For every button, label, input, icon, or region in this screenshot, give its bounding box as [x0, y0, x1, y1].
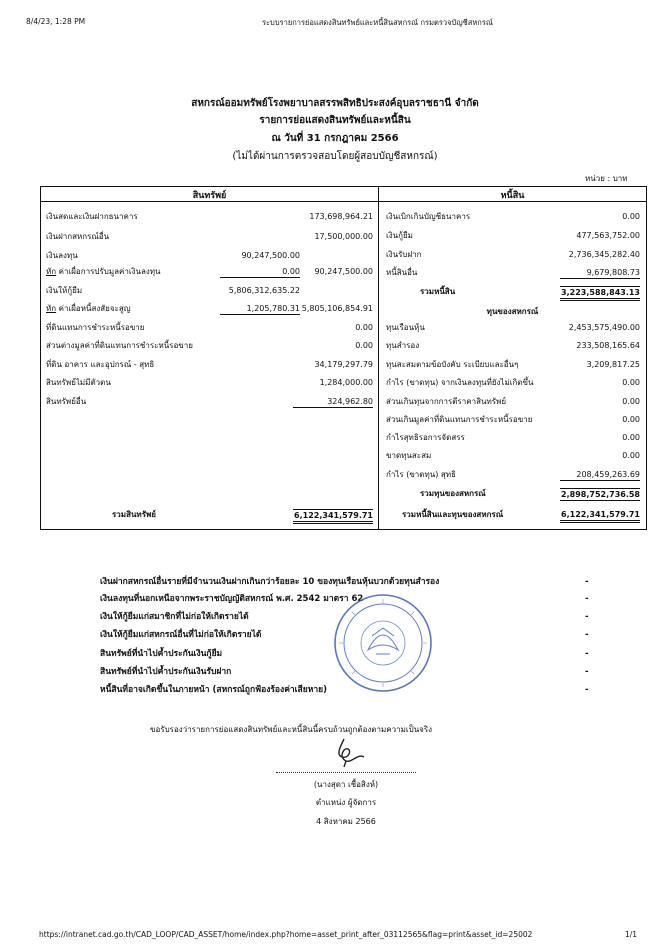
grand-total-value: 6,122,341,579.71: [560, 509, 640, 523]
total-assets-value: 6,122,341,579.71: [293, 509, 373, 524]
liability-value: 0.00: [622, 212, 640, 221]
asset-label-text: สินทรัพย์ไม่มีตัวตน: [46, 378, 111, 387]
asset-label: [46, 340, 193, 351]
print-page-number: 1/1: [625, 930, 638, 939]
equity-value: 233,508,165.64: [576, 341, 640, 350]
asset-value: 5,805,106,854.91: [301, 304, 373, 313]
print-page-title: ระบบรายการย่อแสดงสินทรัพย์และหนี้สินสหกรณ์ กรมตรวจบัญชีสหกรณ์: [262, 18, 493, 27]
audit-note: (ไม่ได้ผ่านการตรวจสอบโดยผู้สอบบัญชีสหกรณ์): [232, 151, 438, 162]
asset-value: 0.00: [355, 323, 373, 332]
asset-value: 17,500,000.00: [314, 232, 373, 241]
asset-value: 34,179,297.79: [314, 360, 373, 369]
asset-label-text: ที่ดิน อาคาร และอุปกรณ์ - สุทธิ: [46, 360, 155, 369]
signer-position: ตำแหน่ง ผู้จัดการ: [315, 798, 377, 807]
deduct-marker: หัก: [46, 267, 57, 276]
asset-label-text: เงินสดและเงินฝากธนาคาร: [46, 212, 138, 221]
asset-label-text: เงินให้กู้ยืม: [46, 286, 83, 295]
asset-label-text: ค่าเผื่อการปรับมูลค่าเงินลงทุน: [56, 267, 161, 276]
asset-label-text: สินทรัพย์อื่น: [46, 397, 87, 406]
print-url: https://intranet.cad.go.th/CAD_LOOP/CAD_ASSET/home/index.php?home=asset_print_after_03112565&flag=print&asset_id=25002: [39, 930, 533, 939]
total-equity-value: 2,898,752,736.58: [561, 490, 640, 499]
note-value: -: [585, 649, 589, 659]
equity-label: ทุนสำรอง: [386, 341, 420, 350]
asset-value: 1,284,000.00: [319, 378, 373, 387]
document-title: รายการย่อแสดงสินทรัพย์และหนี้สิน: [259, 115, 411, 126]
asset-label: [46, 250, 78, 261]
note-value: -: [585, 630, 589, 640]
signer-name: (นางสุดา เชื้อสิงห์): [313, 780, 379, 789]
note-item: สินทรัพย์ที่นำไปค้ำประกันเงินกู้ยืม: [100, 649, 223, 659]
cooperative-seal: [332, 592, 434, 694]
equity-value: 3,209,817.25: [586, 360, 640, 369]
unit-label: หน่วย : บาท: [585, 174, 628, 183]
liability-value: 2,736,345,282.40: [568, 250, 640, 259]
asset-label: [46, 285, 82, 296]
deduct-marker: หัก: [46, 304, 57, 313]
asset-label-text: ส่วนต่างมูลค่าที่ดินแทนการชำระหนี้รอขาย: [46, 341, 193, 350]
certification-text: ขอรับรองว่ารายการย่อแสดงสินทรัพย์และหนี้สินนี้ครบถ้วนถูกต้องตามความเป็นจริง: [150, 725, 433, 734]
equity-label: ทุนเรือนหุ้น: [386, 323, 425, 332]
signature-line: [276, 772, 416, 773]
asset-label: [46, 211, 138, 222]
assets-heading: สินทรัพย์: [192, 191, 227, 201]
note-item: เงินฝากสหกรณ์อื่นรายที่มีจำนวนเงินฝากเกินกว่าร้อยละ 10 ของทุนเรือนหุ้นบวกด้วยทุนสำรอง: [100, 577, 440, 587]
asset-value: 173,698,964.21: [309, 212, 373, 221]
coop-name: สหกรณ์ออมทรัพย์โรงพยาบาลสรรพสิทธิประสงค์อุบลราชธานี จำกัด: [191, 98, 479, 109]
note-value: -: [585, 577, 589, 587]
equity-value: 0.00: [622, 451, 640, 460]
asset-label: [46, 303, 131, 314]
asset-label: [46, 266, 161, 277]
asset-label: [46, 231, 109, 242]
total-liabilities-label: รวมหนี้สิน: [420, 287, 456, 296]
total-assets-label: รวมสินทรัพย์: [112, 510, 156, 519]
note-value: -: [585, 667, 589, 677]
asset-value: 324,962.80: [293, 396, 373, 408]
liability-value: 477,563,752.00: [576, 231, 640, 240]
equity-label: กำไร (ขาดทุน) สุทธิ: [386, 470, 456, 479]
asset-subvalue: 1,205,780.31: [220, 303, 300, 315]
print-datetime: 8/4/23, 1:28 PM: [26, 17, 86, 26]
note-item: เงินให้กู้ยืมแก่สหกรณ์อื่นที่ไม่ก่อให้เกิดรายได้: [100, 630, 262, 640]
note-item: สินทรัพย์ที่นำไปค้ำประกันเงินรับฝาก: [100, 667, 232, 677]
note-value: -: [585, 685, 589, 695]
equity-heading: ทุนของสหกรณ์: [486, 307, 539, 316]
asset-label-text: ที่ดินแทนการชำระหนี้รอขาย: [46, 323, 145, 332]
equity-label: ส่วนเกินมูลค่าที่ดินแทนการชำระหนี้รอขาย: [386, 415, 533, 424]
column-divider: [378, 187, 379, 529]
note-item: เงินให้กู้ยืมแก่สมาชิกที่ไม่ก่อให้เกิดรายได้: [100, 612, 249, 622]
grand-total-label: รวมหนี้สินและทุนของสหกรณ์: [402, 510, 504, 519]
equity-label: กำไรสุทธิรอการจัดสรร: [386, 433, 465, 442]
note-value: -: [585, 612, 589, 622]
asset-value: 90,247,500.00: [314, 267, 373, 276]
signature: [322, 737, 372, 769]
asset-label: [46, 377, 111, 388]
liability-label: เงินรับฝาก: [386, 250, 422, 259]
asset-label: [46, 396, 86, 407]
asset-label: [46, 322, 144, 333]
asset-value: 0.00: [355, 341, 373, 350]
note-item: เงินลงทุนที่นอกเหนือจากพระราชบัญญัติสหกรณ์ พ.ศ. 2542 มาตรา 62: [100, 594, 364, 604]
liability-label: เงินกู้ยืม: [386, 231, 413, 240]
asset-label-text: เงินลงทุน: [46, 251, 78, 260]
equity-value: 0.00: [622, 415, 640, 424]
asset-label: [46, 359, 154, 370]
equity-value: 2,453,575,490.00: [568, 323, 640, 332]
liability-label: หนี้สินอื่น: [386, 268, 418, 277]
equity-value: 208,459,263.69: [560, 469, 640, 481]
equity-label: กำไร (ขาดทุน) จากเงินลงทุนที่ยังไม่เกิดขึ้น: [386, 378, 534, 387]
asset-label-text: เงินฝากสหกรณ์อื่น: [46, 232, 110, 241]
equity-value: 0.00: [622, 378, 640, 387]
asset-subvalue: 0.00: [220, 266, 300, 278]
total-equity-label: รวมทุนของสหกรณ์: [420, 489, 486, 498]
date-line: ณ วันที่ 31 กรกฎาคม 2566: [271, 133, 399, 144]
asset-label-text: ค่าเผื่อหนี้สงสัยจะสูญ: [56, 304, 131, 313]
equity-value: 0.00: [622, 433, 640, 442]
liability-label: เงินเบิกเกินบัญชีธนาคาร: [386, 212, 471, 221]
total-liabilities-value: 3,223,588,843.13: [560, 286, 640, 301]
liability-value: 9,679,808.73: [560, 267, 640, 279]
equity-label: ขาดทุนสะสม: [386, 451, 432, 460]
asset-subvalue: 5,806,312,635.22: [228, 286, 300, 295]
asset-subvalue: 90,247,500.00: [241, 251, 300, 260]
liabilities-heading: หนี้สิน: [500, 191, 525, 201]
note-item: หนี้สินที่อาจเกิดขึ้นในภายหน้า (สหกรณ์ถูกฟ้องร้องค่าเสียหาย): [100, 685, 327, 695]
equity-label: ส่วนเกินทุนจากการตีราคาสินทรัพย์: [386, 397, 506, 406]
sign-date: 4 สิงหาคม 2566: [316, 817, 376, 826]
equity-value: 0.00: [622, 397, 640, 406]
note-value: -: [585, 594, 589, 604]
equity-label: ทุนสะสมตามข้อบังคับ ระเบียบและอื่นๆ: [386, 360, 519, 369]
